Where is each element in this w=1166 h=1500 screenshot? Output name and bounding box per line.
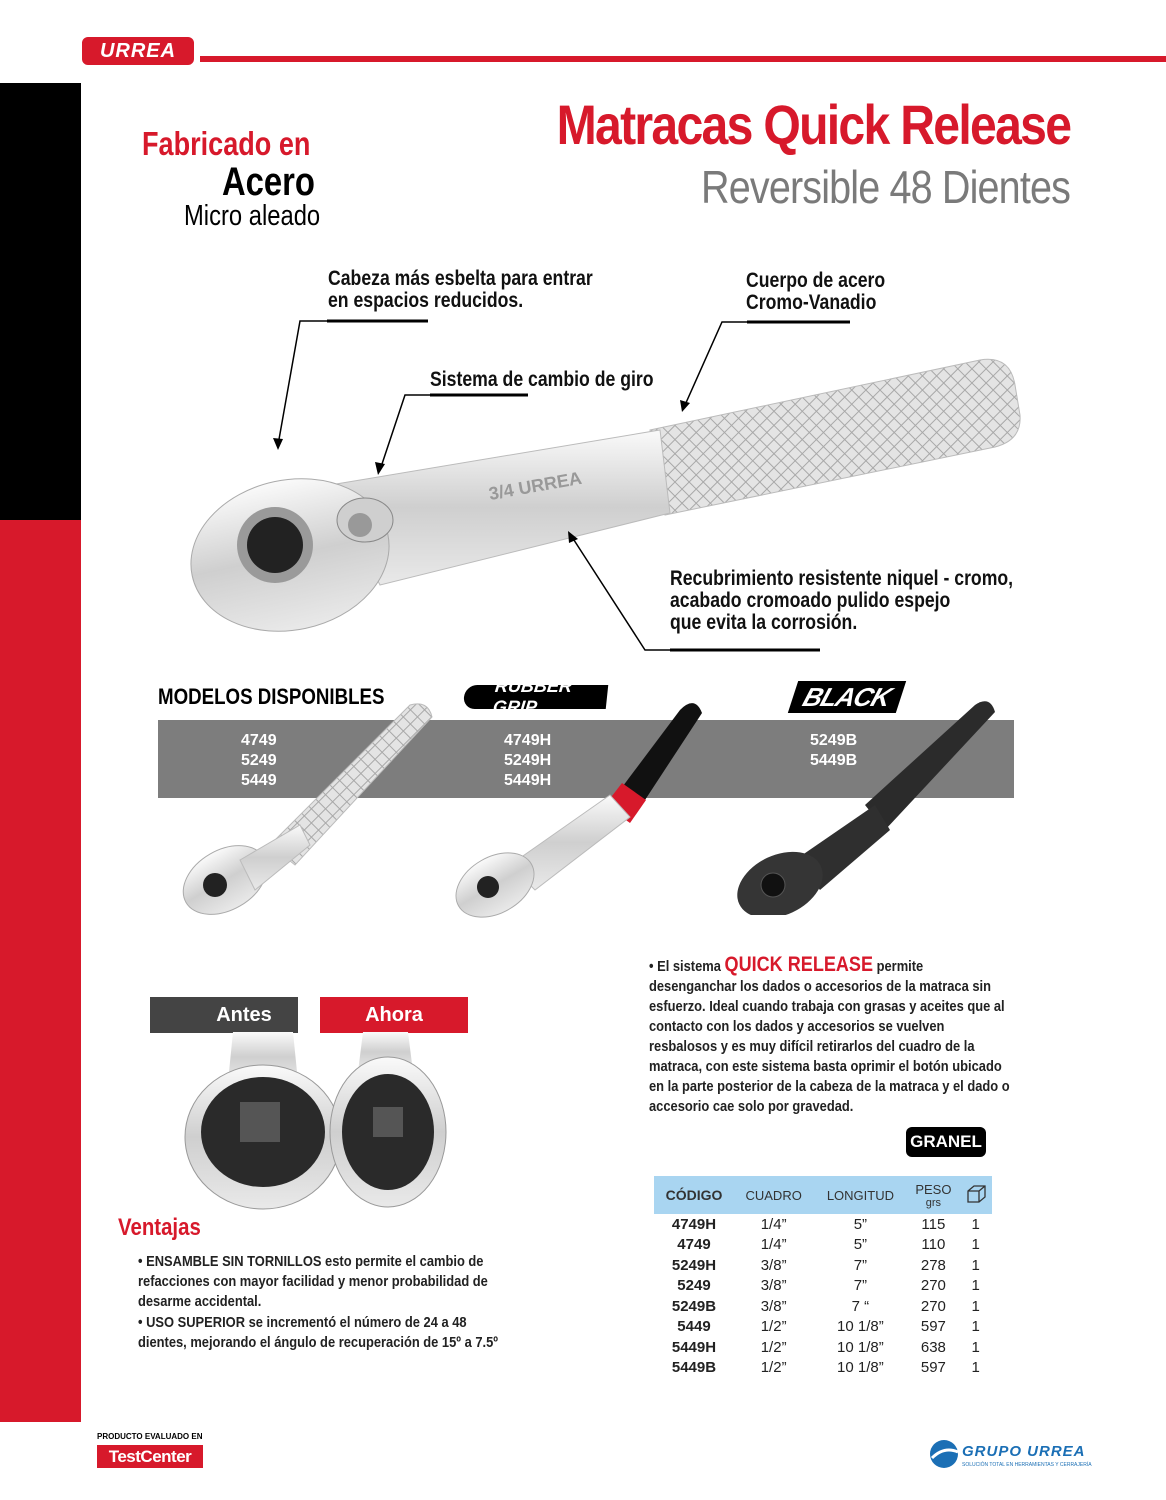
- evaluated-label: PRODUCTO EVALUADO EN: [97, 1432, 203, 1441]
- table-row: 5449 1/2” 10 1/8” 597 1: [677, 1318, 980, 1336]
- urrea-logo: URREA: [82, 37, 194, 65]
- page-title: Matracas Quick Release: [556, 93, 1070, 156]
- testcenter-logo: TestCenter: [97, 1445, 203, 1468]
- box-icon: [959, 1176, 992, 1214]
- black-ratchet-image: [735, 690, 1015, 915]
- before-label: Antes: [150, 997, 298, 1033]
- spec-table: [654, 1176, 992, 1378]
- table-row: 5449B 1/2” 10 1/8” 597 1: [671, 1359, 980, 1377]
- granel-badge: GRANEL: [906, 1127, 986, 1157]
- models-title: MODELOS DISPONIBLES: [158, 684, 385, 709]
- sidebar-red-stripe: [0, 520, 81, 1422]
- material-line-2: Acero: [222, 160, 315, 204]
- header-rule: [200, 56, 1166, 62]
- after-label: Ahora: [320, 997, 468, 1033]
- quick-release-description: • El sistema QUICK RELEASE permite desenganchar los dados o accesorios de la matraca sin esfuerzo. Ideal cuando trabaja con grasas y aceites que al contacto con los dados y accesorios se vuelven resbalosos y es muy difícil retirarlos del cuadro de la matraca, con este sistema basta oprimir el botón ubicado en la parte posterior de la cabeza de la matraca y el dado o accesorio cae solo por gravedad.: [649, 953, 1010, 1115]
- grupo-urrea-globe-icon: [928, 1438, 960, 1470]
- table-row: 4749H 1/4” 5” 115 1: [671, 1215, 980, 1233]
- callout-switch: Sistema de cambio de giro: [430, 368, 654, 391]
- grupo-urrea-logo: GRUPO URREA: [962, 1443, 1086, 1460]
- rubber-grip-ratchet-image: [450, 695, 720, 920]
- callout-coating: Recubrimiento resistente niquel - cromo, acabado cromoado pulido espejo que evita la corrosión.: [670, 567, 1014, 634]
- ventaja-item-2: • USO SUPERIOR se incrementó el número de 24 a 48 dientes, mejorando el ángulo de recuperación de 15º a 7.5º: [138, 1314, 498, 1351]
- svg-text:3/4 URREA: 3/4 URREA: [487, 467, 584, 504]
- header-length: LONGITUD: [813, 1176, 907, 1214]
- table-row: 4749 1/4” 5” 110 1: [677, 1236, 980, 1254]
- table-row: 5249B 3/8” 7 “ 270 1: [671, 1297, 980, 1315]
- quick-release-highlight: QUICK RELEASE: [724, 953, 874, 976]
- sidebar-black-stripe: [0, 83, 81, 520]
- material-line-1: Fabricado en: [142, 125, 311, 162]
- ventaja-item-1: • ENSAMBLE SIN TORNILLOS esto permite el cambio de refacciones con mayor facilidad y menor probabilidad de desarme accidental.: [138, 1253, 488, 1310]
- callout-head: Cabeza más esbelta para entrar en espacios reducidos.: [328, 267, 593, 312]
- before-after-images: [178, 1032, 460, 1217]
- page-subtitle: Reversible 48 Dientes: [701, 161, 1070, 213]
- header-square: CUADRO: [734, 1176, 813, 1214]
- table-row: 5249 3/8” 7” 270 1: [677, 1277, 980, 1295]
- models-black-list: 5249B 5449B: [810, 732, 858, 769]
- black-logo: BLACK: [788, 681, 906, 713]
- grupo-urrea-tagline: SOLUCIÓN TOTAL EN HERRAMIENTAS Y CERRAJERÍA: [962, 1462, 1092, 1468]
- rubber-grip-logo: RUBBER GRIP: [463, 685, 609, 709]
- table-row: 5449H 1/2” 10 1/8” 638 1: [671, 1338, 980, 1356]
- standard-ratchet-image: [170, 695, 440, 920]
- ventajas-title: Ventajas: [118, 1214, 201, 1241]
- header-weight: PESO grs: [907, 1176, 959, 1214]
- models-standard-list: 4749 5249 5449: [241, 732, 277, 789]
- header-code: CÓDIGO: [654, 1176, 734, 1214]
- table-row: 5249H 3/8” 7” 278 1: [671, 1256, 980, 1274]
- models-rubber-list: 4749H 5249H 5449H: [504, 732, 552, 789]
- material-line-3: Micro aleado: [184, 200, 321, 232]
- callout-body: Cuerpo de acero Cromo-Vanadio: [746, 269, 886, 314]
